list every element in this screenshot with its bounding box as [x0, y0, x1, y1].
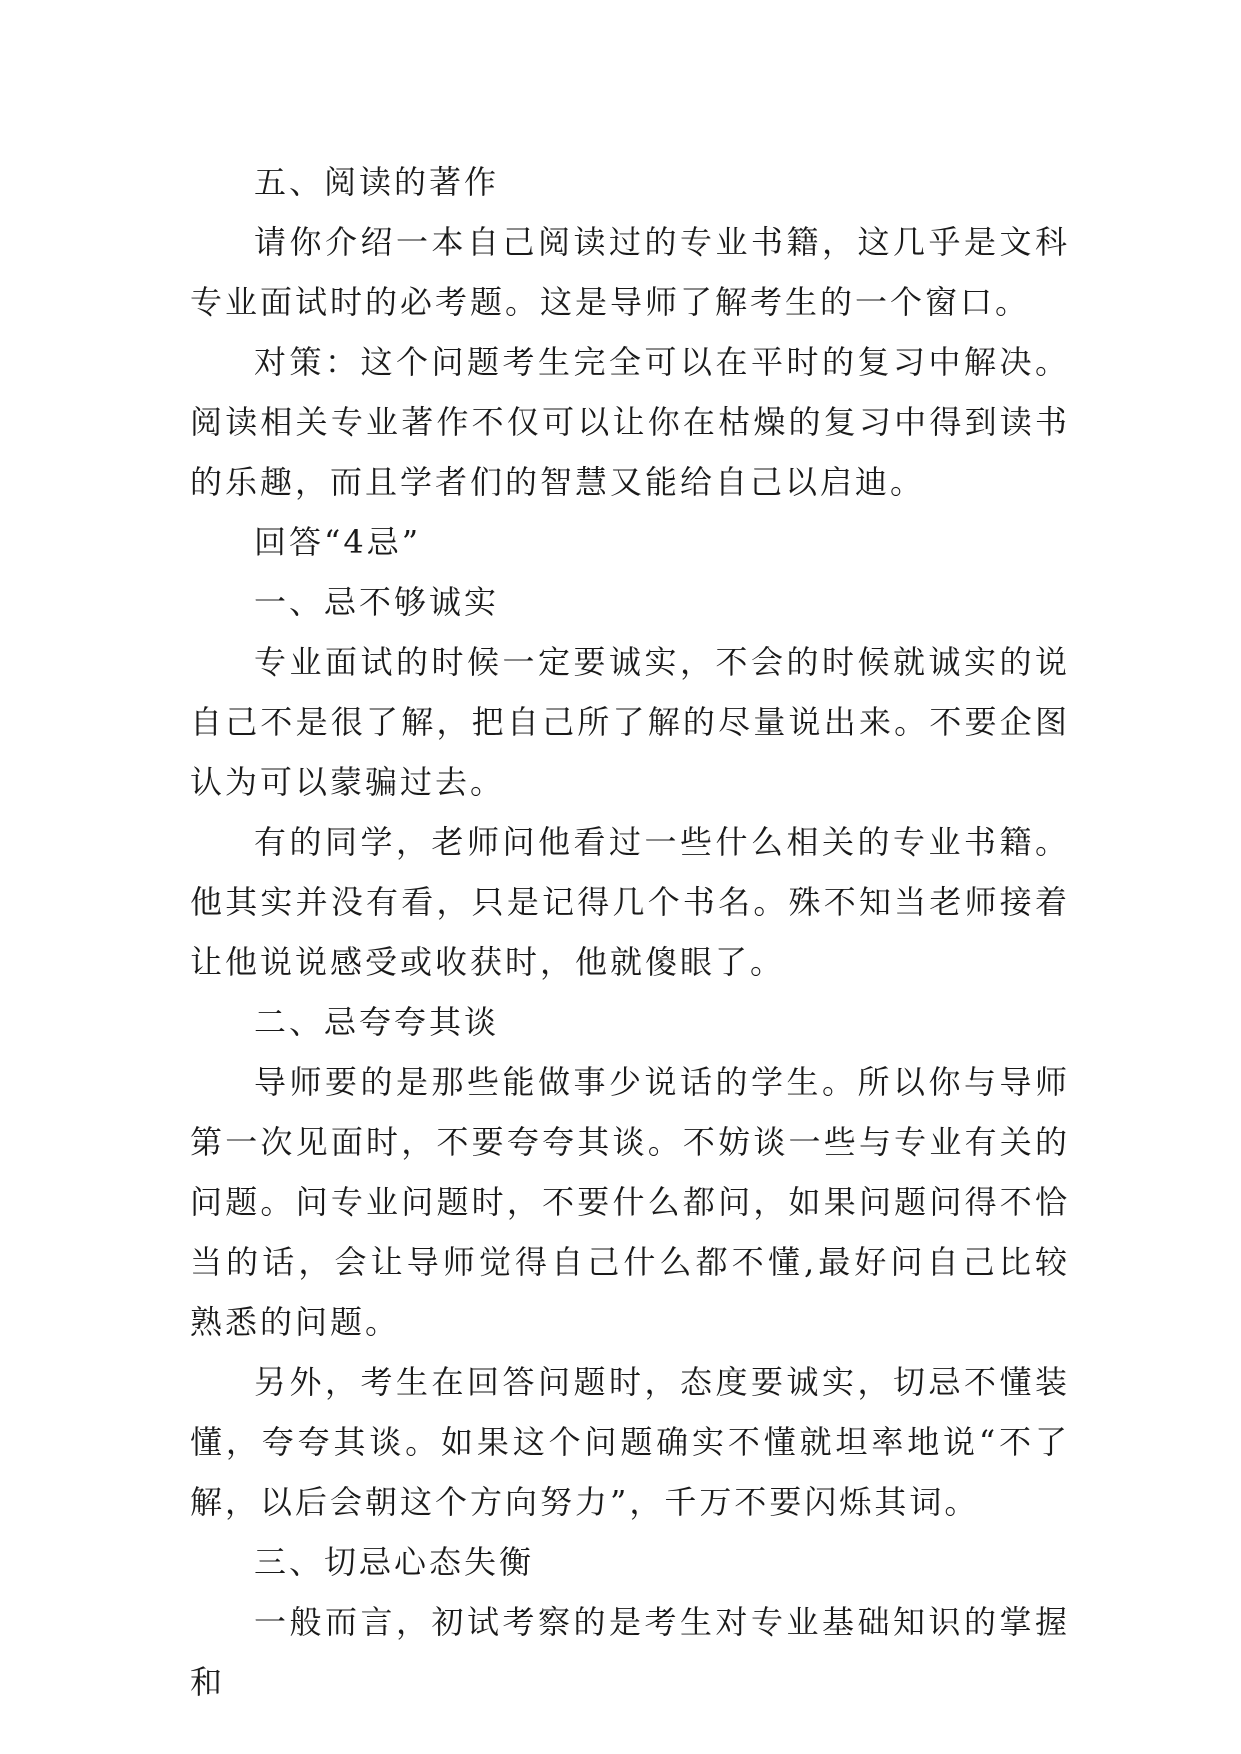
document-body [190, 152, 1070, 1712]
body-paragraph: 一般而言，初试考察的是考生对专业基础知识的掌握和 [190, 1603, 1070, 1701]
section-heading-reading-works: 五、阅读的著作 [254, 163, 500, 201]
section-heading-mindset: 三、切忌心态失衡 [254, 1543, 535, 1581]
body-paragraph: 专业面试的时候一定要诚实，不会的时候就诚实的说自己不是很了解，把自己所了解的尽量说出来。不要企图认为可以蒙骗过去。 [190, 643, 1070, 801]
body-paragraph: 另外，考生在回答问题时，态度要诚实，切忌不懂装懂，夸夸其谈。如果这个问题确实不懂就坦率地说“不了解，以后会朝这个方向努力”，千万不要闪烁其词。 [190, 1363, 1070, 1521]
body-paragraph: 有的同学，老师问他看过一些什么相关的专业书籍。他其实并没有看，只是记得几个书名。殊不知当老师接着让他说说感受或收获时，他就傻眼了。 [190, 823, 1070, 981]
body-paragraph: 对策：这个问题考生完全可以在平时的复习中解决。阅读相关专业著作不仅可以让你在枯燥的复习中得到读书的乐趣，而且学者们的智慧又能给自己以启迪。 [190, 343, 1070, 501]
body-paragraph: 请你介绍一本自己阅读过的专业书籍，这几乎是文科专业面试时的必考题。这是导师了解考生的一个窗口。 [190, 223, 1070, 321]
section-heading-four-taboos: 回答“4忌” [254, 523, 422, 561]
body-paragraph: 导师要的是那些能做事少说话的学生。所以你与导师第一次见面时，不要夸夸其谈。不妨谈一些与专业有关的问题。问专业问题时，不要什么都问，如果问题问得不恰当的话，会让导师觉得自己什么都不懂,最好问自己比较熟悉的问题。 [190, 1063, 1070, 1341]
section-heading-honesty: 一、忌不够诚实 [254, 583, 500, 621]
section-heading-boasting: 二、忌夸夸其谈 [254, 1003, 500, 1041]
